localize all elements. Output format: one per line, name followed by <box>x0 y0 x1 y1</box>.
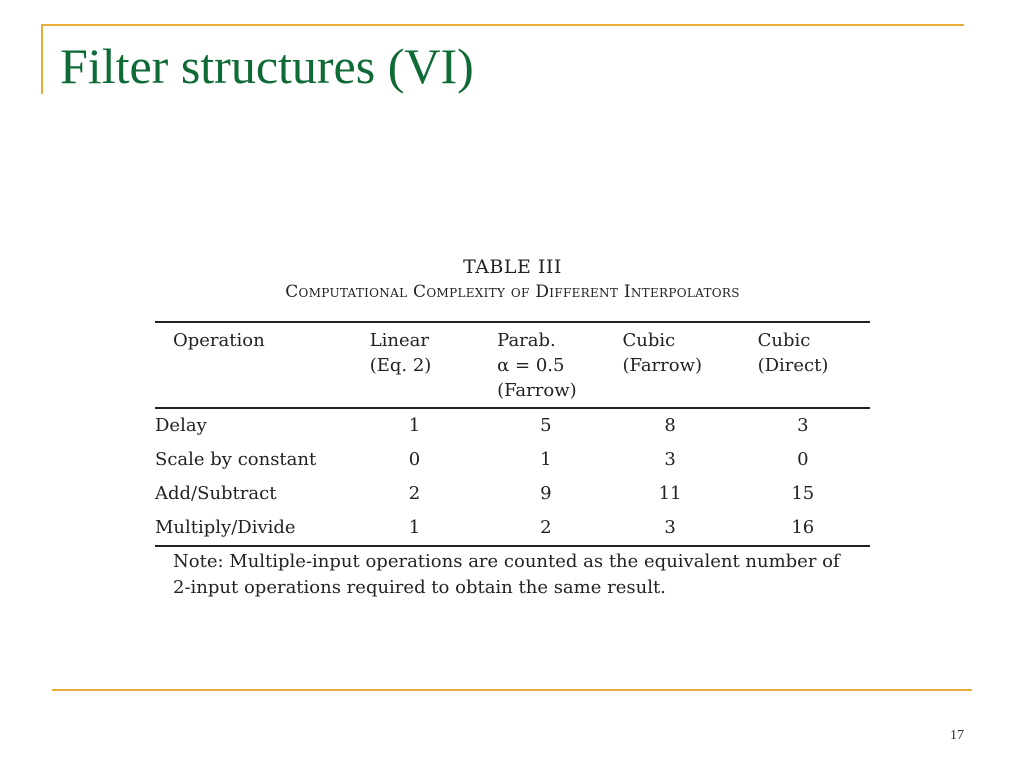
table-row <box>155 477 870 511</box>
table-cell: 3 <box>664 449 676 470</box>
table-note <box>155 547 870 601</box>
table-note-line: 2-input operations required to obtain the same result. <box>173 577 666 598</box>
row-operation-label: Multiply/Divide <box>155 517 296 538</box>
table-cell: 0 <box>797 449 809 470</box>
table-cell: 8 <box>664 415 676 436</box>
table-cell: 15 <box>791 483 815 504</box>
table-cell: 2 <box>540 517 552 538</box>
header-line: α = 0.5 <box>497 355 565 376</box>
table-note-line: Note: Multiple-input operations are counted as the equivalent number of <box>173 551 840 572</box>
row-operation-label: Scale by constant <box>155 449 317 470</box>
top-accent-rule <box>41 24 964 26</box>
table-cell: 3 <box>797 415 809 436</box>
header-linear <box>370 322 497 408</box>
table-cell: 0 <box>408 449 421 470</box>
header-line: (Eq. 2) <box>369 355 432 376</box>
header-line: Linear <box>369 330 430 351</box>
table-cell: 1 <box>540 449 552 470</box>
complexity-table <box>155 321 870 547</box>
header-line: (Direct) <box>757 355 829 376</box>
header-line: (Farrow) <box>497 380 577 401</box>
footer-accent-rule <box>52 689 972 691</box>
header-cubic-direct <box>758 322 870 408</box>
table-cell: 9 <box>540 483 552 504</box>
left-accent-rule <box>41 24 43 94</box>
slide-title: Filter structures (VI) <box>60 38 474 94</box>
header-cubic-farrow <box>623 322 758 408</box>
table-figure <box>155 252 870 601</box>
table-cell: 3 <box>664 517 676 538</box>
table-row <box>155 443 870 477</box>
header-line: (Farrow) <box>622 355 703 376</box>
header-line: Cubic <box>622 330 676 351</box>
header-parabolic <box>497 322 622 408</box>
table-cell: 1 <box>408 415 421 436</box>
table-row <box>155 511 870 546</box>
table-caption-number: TABLE III <box>463 256 562 278</box>
table-row <box>155 408 870 443</box>
header-line: Cubic <box>757 330 811 351</box>
header-line: Parab. <box>497 330 556 351</box>
table-cell: 16 <box>791 517 815 538</box>
table-header-row <box>155 322 870 408</box>
header-operation <box>155 322 370 408</box>
table-caption-title: Computational Complexity of Different Interpolators <box>285 282 740 302</box>
table-cell: 11 <box>658 483 682 504</box>
table-cell: 2 <box>408 483 421 504</box>
page-number: 17 <box>950 728 964 743</box>
row-operation-label: Delay <box>155 415 207 436</box>
row-operation-label: Add/Subtract <box>155 483 277 504</box>
table-cell: 1 <box>408 517 421 538</box>
header-line: Operation <box>173 330 265 351</box>
table-cell: 5 <box>540 415 552 436</box>
